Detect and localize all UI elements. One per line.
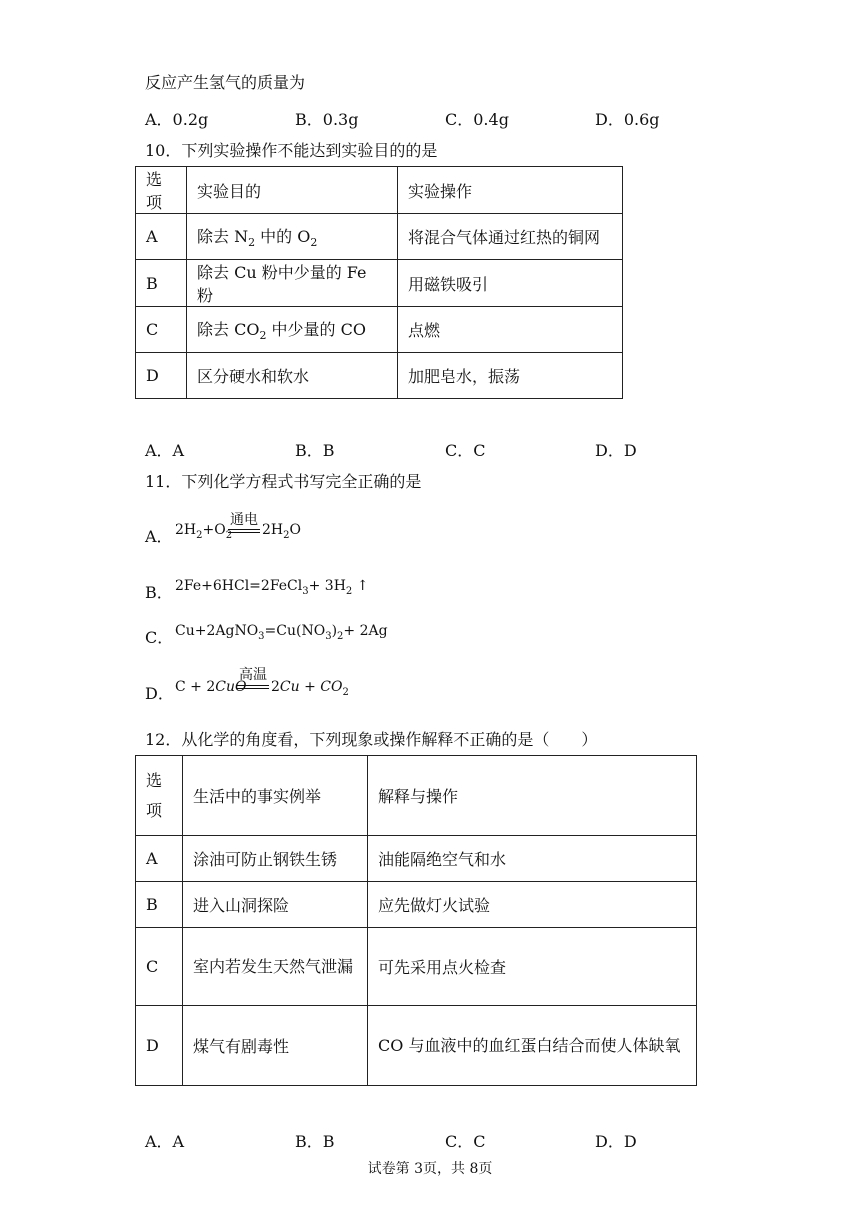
q10-row-d-goal: 区分硬水和软水 <box>187 353 398 399</box>
q11-label-d: D． <box>145 684 174 703</box>
table-row <box>136 1006 697 1086</box>
q10-row-d-option: D <box>136 353 187 399</box>
q9-stem-tail: 反应产生氢气的质量为 <box>145 73 306 92</box>
table-row <box>136 836 697 882</box>
q11-label-b: B． <box>145 583 173 602</box>
q12-row-a-option: A <box>136 836 183 882</box>
table-row <box>136 260 623 307</box>
q10-row-a-goal: 除去 $N_2$ 中的 $O_2$ <box>187 214 398 260</box>
q9-option-d: D．0.6g <box>595 110 660 129</box>
q11-equation-a-equals <box>228 529 260 533</box>
q10-option-b: B．B <box>295 441 335 460</box>
q11-label-a: A． <box>145 527 173 546</box>
q10-header-operation: 实验操作 <box>398 167 623 214</box>
page-footer: 试卷第 3页，共 8页 <box>367 1161 493 1177</box>
q11-equation-a-condition: 通电 <box>230 512 258 528</box>
q11-equation-c: $Cu+2AgNO_3=Cu(NO_3)_2+ 2Ag$ <box>175 623 388 642</box>
q12-row-c-explain: 可先采用点火检查 <box>368 928 697 1006</box>
q10-stem: 10．下列实验操作不能达到实验目的的是 <box>145 141 438 160</box>
table-row <box>136 214 623 260</box>
q10-row-c-goal: 除去 $CO_2$ 中少量的 CO <box>187 307 398 353</box>
q12-row-c-option: C <box>136 928 183 1006</box>
q10-row-c-operation: 点燃 <box>398 307 623 353</box>
q12-row-d-option: D <box>136 1006 183 1086</box>
q10-row-b-option: B <box>136 260 187 307</box>
q10-row-a-option: A <box>136 214 187 260</box>
q10-row-b-operation: 用磁铁吸引 <box>398 260 623 307</box>
q12-row-a-fact: 涂油可防止钢铁生锈 <box>183 836 368 882</box>
q10-row-d-operation: 加肥皂水，振荡 <box>398 353 623 399</box>
q12-table <box>135 755 697 1086</box>
q12-row-b-option: B <box>136 882 183 928</box>
q12-option-b: B．B <box>295 1132 335 1151</box>
q10-header-goal: 实验目的 <box>187 167 398 214</box>
q10-header-option: 选项 <box>136 167 187 214</box>
q10-row-b-goal: 除去 Cu 粉中少量的 Fe 粉 <box>187 260 398 307</box>
q12-row-d-explain: CO 与血液中的血红蛋白结合而使人体缺氧 <box>368 1006 697 1086</box>
q9-option-c: C．0.4g <box>445 110 509 129</box>
q11-equation-d-right: $2Cu + CO_2$ <box>271 679 349 698</box>
q11-equation-d-condition: 高温 <box>239 667 267 683</box>
q12-row-a-explain: 油能隔绝空气和水 <box>368 836 697 882</box>
q12-header-fact: 生活中的事实例举 <box>183 756 368 836</box>
q11-equation-d-equals <box>237 685 269 689</box>
q12-row-d-fact: 煤气有剧毒性 <box>183 1006 368 1086</box>
q11-label-c: C． <box>145 628 174 647</box>
q12-option-a: A．A <box>145 1132 185 1151</box>
q12-row-b-fact: 进入山洞探险 <box>183 882 368 928</box>
q11-equation-b: 2Fe+6HCl=2FeCl$_3$+ $3H_2$ ↑ <box>175 578 369 597</box>
q10-option-d: D．D <box>595 441 637 460</box>
q12-row-c-fact: 室内若发生天然气泄漏 <box>183 928 368 1006</box>
q12-stem: 12．从化学的角度看，下列现象或操作解释不正确的是（ ） <box>145 730 598 749</box>
q12-row-b-explain: 应先做灯火试验 <box>368 882 697 928</box>
table-row <box>136 307 623 353</box>
q12-header-option: 选 项 <box>136 756 183 836</box>
q10-option-a: A．A <box>145 441 185 460</box>
q10-table <box>135 166 623 399</box>
table-row <box>136 353 623 399</box>
table-row <box>136 882 697 928</box>
q12-option-c: C．C <box>445 1132 486 1151</box>
q10-row-a-operation: 将混合气体通过红热的铜网 <box>398 214 623 260</box>
table-row <box>136 928 697 1006</box>
q11-equation-d-left: C + 2CuO <box>175 679 247 695</box>
q12-option-d: D．D <box>595 1132 637 1151</box>
q10-option-c: C．C <box>445 441 486 460</box>
q9-option-a: A．0.2g <box>145 110 209 129</box>
q10-row-c-option: C <box>136 307 187 353</box>
q11-equation-a-right: $2H_2O$ <box>262 522 301 541</box>
q11-equation-a-left: $2H_2+O_2$ <box>175 522 233 541</box>
q12-header-explain: 解释与操作 <box>368 756 697 836</box>
q11-stem: 11．下列化学方程式书写完全正确的是 <box>145 472 422 491</box>
q9-option-b: B．0.3g <box>295 110 359 129</box>
